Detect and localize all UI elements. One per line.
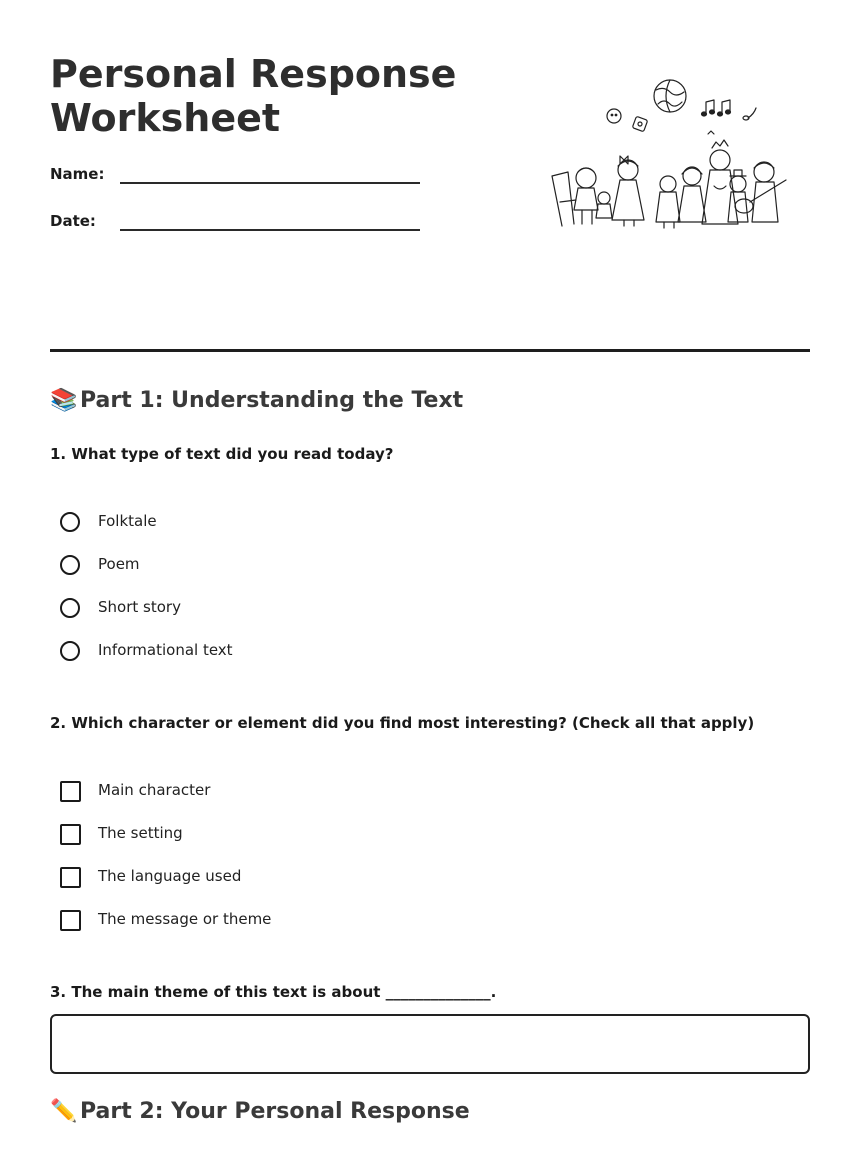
name-field — [50, 165, 470, 195]
option-label: Folktale — [98, 512, 157, 530]
q2-option-main-character[interactable] — [60, 779, 560, 805]
radio-button[interactable] — [60, 641, 80, 661]
option-label: Informational text — [98, 641, 233, 659]
q2-option-message-theme[interactable] — [60, 908, 560, 934]
date-field — [50, 212, 470, 242]
option-label: Short story — [98, 598, 181, 616]
radio-button[interactable] — [60, 598, 80, 618]
option-label: The message or theme — [98, 910, 272, 928]
option-label: The setting — [98, 824, 183, 842]
part2-title: Part 2: Your Personal Response — [80, 1099, 470, 1124]
checkbox[interactable] — [60, 910, 81, 931]
pencil-icon: ✏️ — [50, 1099, 78, 1124]
radio-button[interactable] — [60, 555, 80, 575]
theme-answer-box[interactable] — [50, 1014, 810, 1074]
part1-title: Part 1: Understanding the Text — [80, 388, 464, 413]
worksheet-title: Personal Response Worksheet — [50, 52, 457, 140]
name-label: Name: — [50, 165, 105, 183]
q1-option-folktale[interactable] — [60, 510, 560, 536]
checkbox[interactable] — [60, 867, 81, 888]
checkbox[interactable] — [60, 824, 81, 845]
q1-option-informational-text[interactable] — [60, 639, 560, 665]
q2-option-setting[interactable] — [60, 822, 560, 848]
date-line[interactable] — [120, 229, 420, 231]
q1-option-short-story[interactable] — [60, 596, 560, 622]
part1-heading — [50, 388, 463, 413]
option-label: The language used — [98, 867, 242, 885]
radio-button[interactable] — [60, 512, 80, 532]
children-performing-illustration — [546, 76, 796, 232]
question-1: 1. What type of text did you read today? — [50, 445, 394, 463]
option-label: Poem — [98, 555, 140, 573]
question-2: 2. Which character or element did you find most interesting? (Check all that apply) — [50, 714, 755, 732]
q2-option-language[interactable] — [60, 865, 560, 891]
option-label: Main character — [98, 781, 211, 799]
name-line[interactable] — [120, 182, 420, 184]
date-label: Date: — [50, 212, 96, 230]
header-divider — [50, 349, 810, 352]
books-icon: 📚 — [50, 388, 78, 413]
question-3: 3. The main theme of this text is about ______________. — [50, 983, 497, 1001]
q1-option-poem[interactable] — [60, 553, 560, 579]
part2-heading — [50, 1099, 470, 1124]
checkbox[interactable] — [60, 781, 81, 802]
